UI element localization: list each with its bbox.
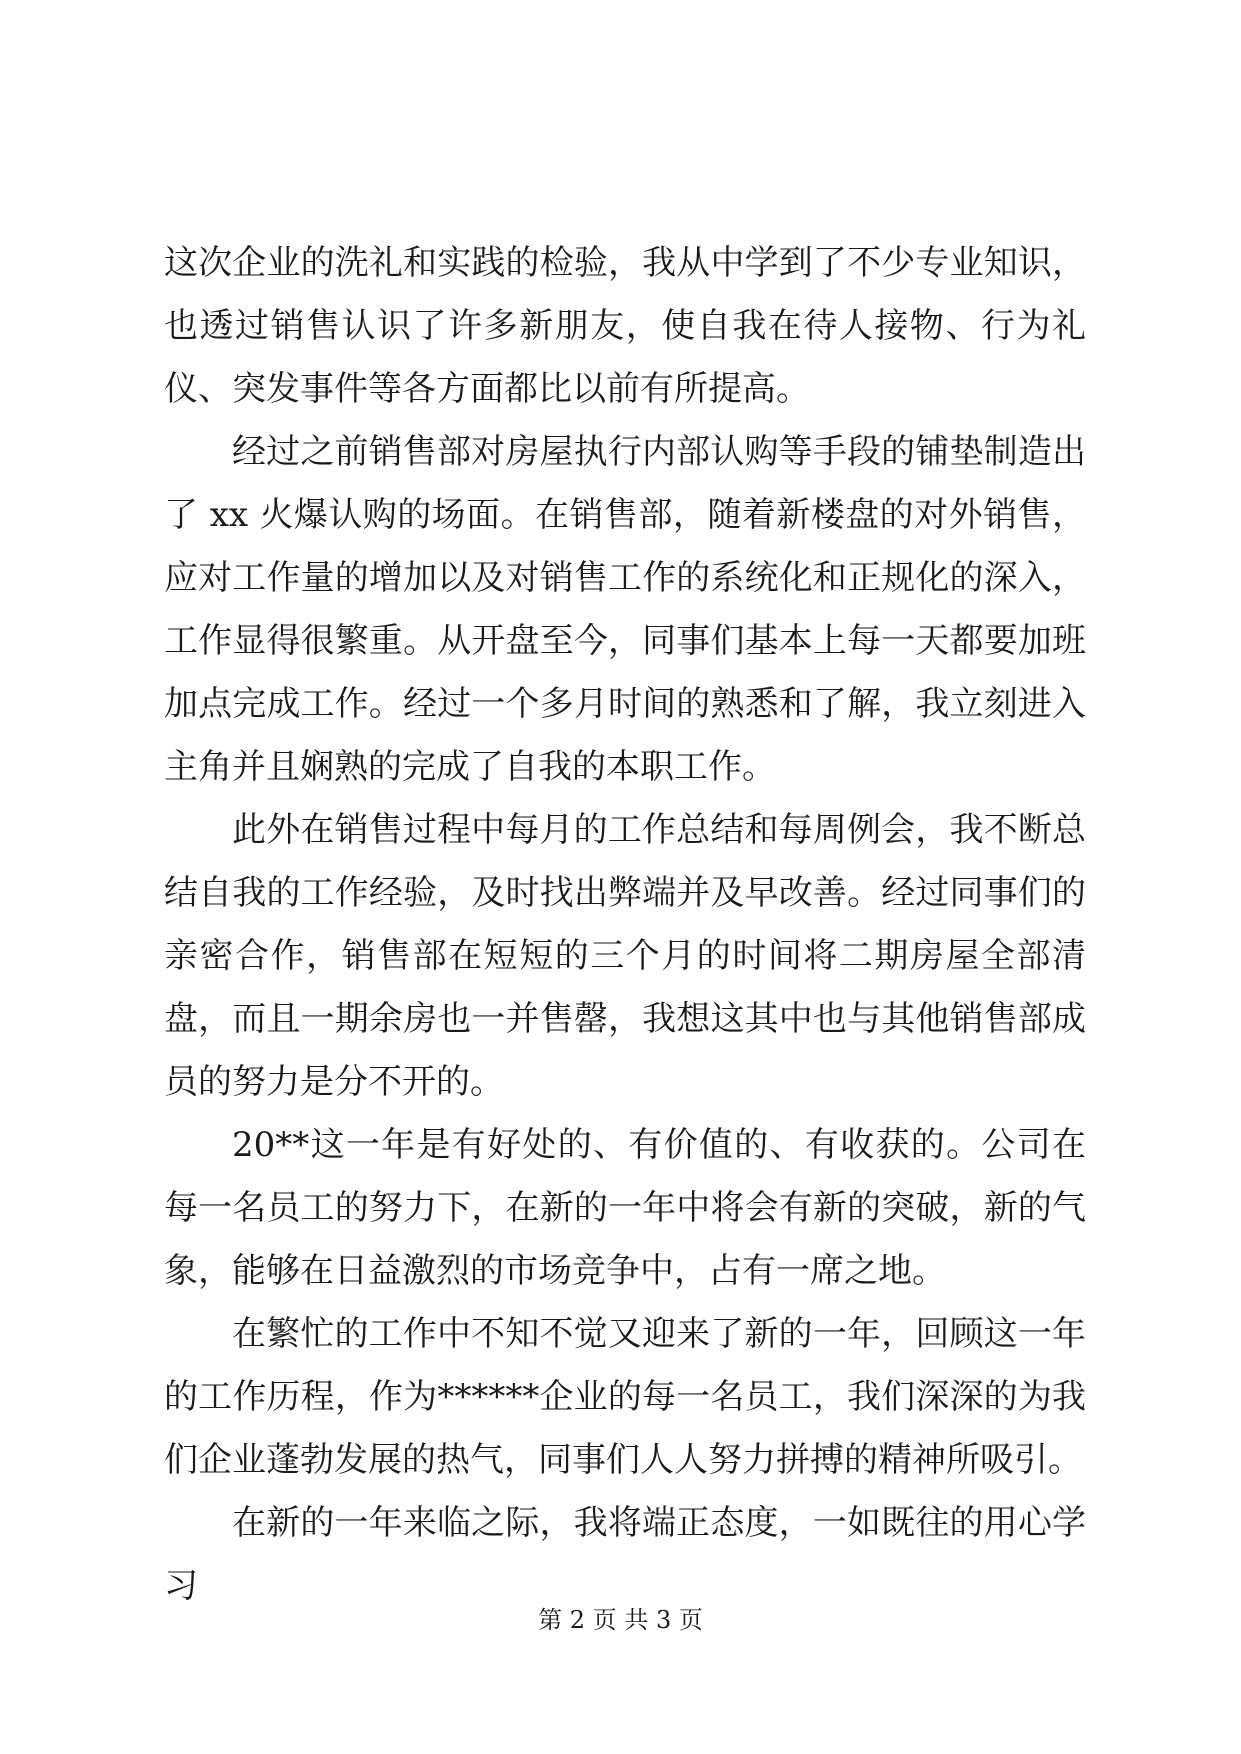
paragraph-1: 这次企业的洗礼和实践的检验，我从中学到了不少专业知识，也透过销售认识了许多新朋友，使自我在待人接物、行为礼仪、突发事件等各方面都比以前有所提高。 [164, 243, 1086, 409]
paragraph-3: 此外在销售过程中每月的工作总结和每周例会，我不断总结自我的工作经验，及时找出弊端并及早改善。经过同事们的亲密合作，销售部在短短的三个月的时间将二期房屋全部清盘，而且一期余房也一并售罄，我想这其中也与其他销售部成员的努力是分不开的。 [164, 810, 1086, 1102]
paragraph-5: 在繁忙的工作中不知不觉又迎来了新的一年，回顾这一年的工作历程，作为******企业的每一名员工，我们深深的为我们企业蓬勃发展的热气，同事们人人努力拼搏的精神所吸引。 [164, 1314, 1086, 1480]
paragraph-4: 20**这一年是有好处的、有价值的、有收获的。公司在每一名员工的努力下，在新的一年中将会有新的突破，新的气象，能够在日益激烈的市场竞争中，占有一席之地。 [164, 1125, 1086, 1291]
paragraph-2: 经过之前销售部对房屋执行内部认购等手段的铺垫制造出了 xx 火爆认购的场面。在销售部，随着新楼盘的对外销售，应对工作量的增加以及对销售工作的系统化和正规化的深入，工作显得很繁重。从开盘至今，同事们基本上每一天都要加班加点完成工作。经过一个多月时间的熟悉和了解，我立刻进入主角并且娴熟的完成了自我的本职工作。 [164, 432, 1086, 787]
paragraph-6: 在新的一年来临之际，我将端正态度，一如既往的用心学习 [164, 1503, 1086, 1606]
document-body [164, 232, 1086, 1618]
page-footer [0, 1605, 1241, 1635]
page-number-label: 第 2 页 共 3 页 [538, 1606, 703, 1634]
